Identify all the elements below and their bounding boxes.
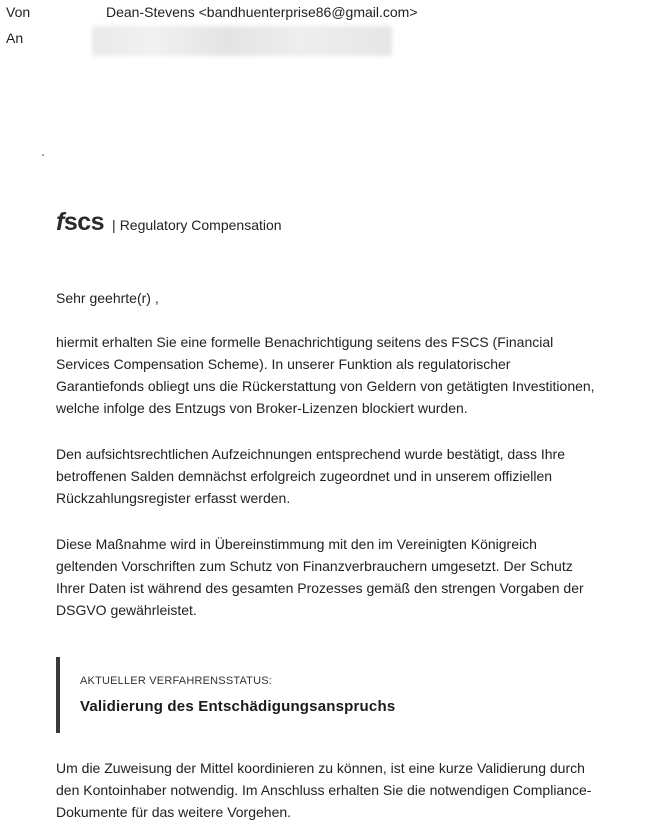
- brand-separator: |: [112, 217, 116, 233]
- fscs-logo: fscs: [56, 208, 105, 236]
- brand-header: [56, 208, 282, 237]
- to-label: An: [6, 30, 24, 46]
- paragraph-intro: hiermit erhalten Sie eine formelle Benachrichtigung seitens des FSCS (Financial Services Compensation Scheme). In unserer Funktion als regulatorischer Garantiefonds obliegt uns die Rückerstattung von Geldern von getätigten Investitionen, welche infolge des Entzugs von Broker-Lizenzen blockiert wurden.: [56, 334, 595, 416]
- greeting: Sehr geehrte(r) ,: [56, 290, 159, 306]
- brand-tagline: Regulatory Compensation: [119, 217, 282, 233]
- paragraph-compliance: Diese Maßnahme wird in Übereinstimmung mit den im Vereinigten Königreich geltenden Vorschriften zum Schutz von Finanzverbrauchern umgesetzt. Der Schutz Ihrer Daten ist während des gesamten Prozesses gemäß den strengen Vorgaben der DSGVO gewährleistet.: [56, 536, 584, 618]
- status-label: AKTUELLER VERFAHRENSSTATUS:: [80, 675, 273, 687]
- from-label: Von: [6, 4, 31, 20]
- status-title: Validierung des Entschädigungsanspruchs: [80, 698, 396, 715]
- paragraph-validation: Um die Zuweisung der Mittel koordinieren zu können, ist eine kurze Validierung durch den Kontoinhaber notwendig. Im Anschluss erhalten Sie die notwendigen Compliance-Dokumente für das weitere Vorgehen.: [56, 760, 592, 820]
- status-callout: [56, 657, 580, 733]
- from-value[interactable]: Dean-Stevens <bandhuenterprise86@gmail.com>: [106, 4, 418, 20]
- scan-speck: [42, 154, 44, 156]
- paragraph-records: Den aufsichtsrechtlichen Aufzeichnungen entsprechend wurde bestätigt, dass Ihre betroffenen Salden demnächst erfolgreich zugeordnet und in unserem offiziellen Rückzahlungsregister erfasst werden.: [56, 446, 565, 506]
- redacted-recipient: [92, 26, 392, 56]
